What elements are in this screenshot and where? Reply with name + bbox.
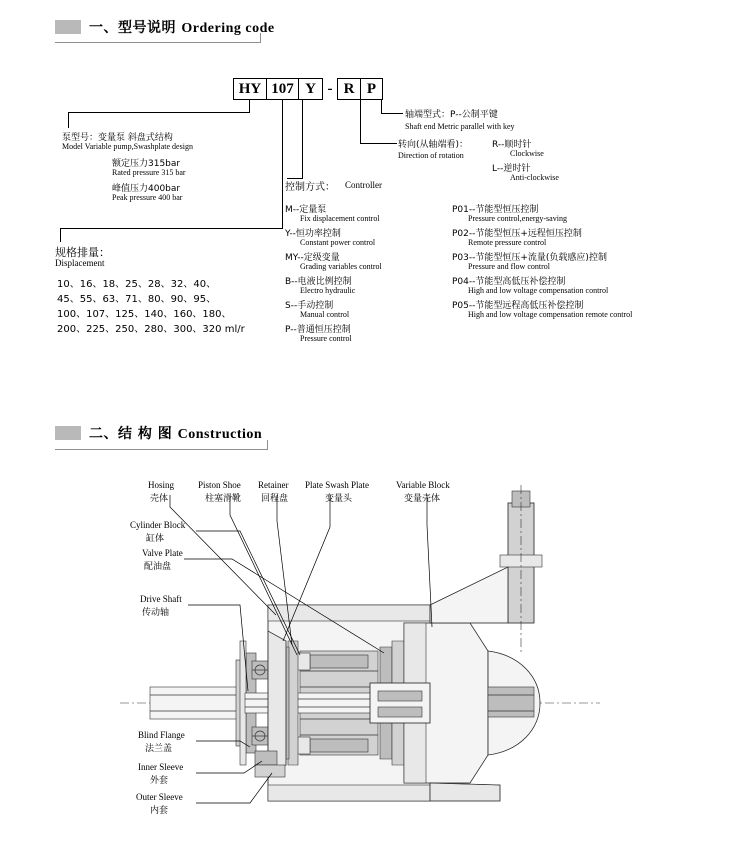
controller-item-2-cn: MY--定级变量 bbox=[285, 253, 340, 263]
label-cylinder-block-cn: 缸体 bbox=[146, 534, 165, 544]
displacement-values-0: 10、16、18、25、28、32、40、 bbox=[57, 279, 217, 290]
label-piston-shoe-cn: 柱塞滑靴 bbox=[205, 494, 242, 504]
pump-cross-section-svg bbox=[0, 455, 750, 838]
label-blind-flange-cn: 法兰盖 bbox=[145, 744, 173, 754]
section-title-en: Ordering code bbox=[181, 21, 275, 36]
pressure-control-4-cn: P05--节能型远程高低压补偿控制 bbox=[452, 301, 584, 311]
label-valve-plate-cn: 配油盘 bbox=[144, 562, 172, 572]
controller-title-cn: 控制方式： bbox=[285, 182, 335, 193]
label-hosing-en: Hosing bbox=[148, 480, 175, 490]
code-cell-controller: Y bbox=[299, 78, 323, 100]
pressure-control-2-en: Pressure and flow control bbox=[468, 262, 550, 271]
rotation-item-0-cn: R--顺时针 bbox=[492, 140, 532, 150]
model-line4: Rated pressure 315 bar bbox=[112, 168, 186, 177]
section-bar-icon-2 bbox=[55, 426, 81, 440]
section-index: 一、 bbox=[89, 20, 118, 36]
displacement-values-2: 100、107、125、140、160、180、 bbox=[57, 309, 232, 320]
pressure-control-0-en: Pressure control,energy-saving bbox=[468, 214, 567, 223]
controller-item-3-en: Electro hydraulic bbox=[300, 286, 356, 295]
shaft-end-en: Shaft end Metric parallel with key bbox=[405, 122, 515, 131]
shaft-end-cn: 轴端型式：P--公制平键 bbox=[405, 110, 498, 120]
rotation-item-0-en: Clockwise bbox=[510, 149, 544, 158]
section-title-cn: 型号说明 bbox=[118, 20, 176, 36]
rotation-item-1-cn: L--逆时针 bbox=[492, 164, 531, 174]
controller-item-0-en: Fix displacement control bbox=[300, 214, 380, 223]
pressure-control-2-cn: P03--节能型恒压+流量(负载感应)控制 bbox=[452, 253, 607, 263]
code-cell-shaft-end: P bbox=[361, 78, 383, 100]
label-retainer-cn: 回程盘 bbox=[261, 494, 289, 504]
section-index-2: 二、 bbox=[89, 426, 118, 442]
section-bar-icon bbox=[55, 20, 81, 34]
controller-item-5-en: Pressure control bbox=[300, 334, 352, 343]
controller-item-5-cn: P--普通恒压控制 bbox=[285, 325, 351, 335]
section-title-cn-2: 结 构 图 bbox=[118, 426, 173, 442]
section-underline bbox=[55, 33, 261, 43]
controller-item-3-cn: B--电液比例控制 bbox=[285, 277, 352, 287]
leader-model-drop bbox=[68, 112, 69, 128]
label-outer-sleeve-cn: 内套 bbox=[150, 806, 169, 816]
label-cylinder-block-en: Cylinder Block bbox=[130, 520, 186, 530]
controller-item-2-en: Grading variables control bbox=[300, 262, 382, 271]
model-line1: 泵型号：变量泵 斜盘式结构 bbox=[62, 133, 173, 143]
controller-item-4-cn: S--手动控制 bbox=[285, 301, 334, 311]
displacement-title-cn: 规格排量： bbox=[55, 246, 110, 259]
code-cell-rotation: R bbox=[337, 78, 361, 100]
leader-rotation-horizontal bbox=[360, 143, 397, 144]
label-swash-plate-en: Plate Swash Plate bbox=[305, 480, 369, 490]
controller-item-0-cn: M--定量泵 bbox=[285, 205, 327, 215]
model-line6: Peak pressure 400 bar bbox=[112, 193, 183, 202]
label-drive-shaft-cn: 传动轴 bbox=[142, 608, 170, 618]
pressure-control-1-cn: P02--节能型恒压+远程恒压控制 bbox=[452, 229, 582, 239]
controller-item-1-en: Constant power control bbox=[300, 238, 376, 247]
leader-rotation-vertical bbox=[360, 100, 361, 143]
label-blind-flange-en: Blind Flange bbox=[138, 730, 185, 740]
label-drive-shaft-en: Drive Shaft bbox=[140, 594, 182, 604]
pressure-control-0-cn: P01--节能型恒压控制 bbox=[452, 205, 539, 215]
ordering-code-boxes bbox=[233, 78, 383, 100]
leader-model-vertical bbox=[249, 100, 250, 112]
leader-displacement-drop bbox=[60, 228, 61, 242]
leader-shaft-vertical bbox=[381, 100, 382, 113]
label-outer-sleeve-en: Outer Sleeve bbox=[136, 792, 183, 802]
label-retainer-en: Retainer bbox=[258, 480, 289, 490]
leader-displacement-horizontal bbox=[60, 228, 283, 229]
model-line2: Model Variable pump,Swashplate design bbox=[62, 142, 193, 151]
label-piston-shoe-en: Piston Shoe bbox=[198, 480, 241, 490]
leader-model-horizontal bbox=[68, 112, 250, 113]
label-variable-block-en: Variable Block bbox=[396, 480, 450, 490]
section-title-en-2: Construction bbox=[177, 427, 263, 442]
displacement-values-1: 45、55、63、71、80、90、95、 bbox=[57, 294, 217, 305]
leader-shaft-horizontal bbox=[381, 113, 403, 114]
leader-displacement-vertical bbox=[282, 100, 283, 228]
pressure-control-4-en: High and low voltage compensation remote control bbox=[468, 310, 633, 319]
pressure-control-1-en: Remote pressure control bbox=[468, 238, 547, 247]
model-line5: 峰值压力400bar bbox=[112, 184, 181, 194]
controller-item-4-en: Manual control bbox=[300, 310, 350, 319]
displacement-title-en: Displacement bbox=[55, 258, 105, 268]
rotation-item-1-en: Anti-clockwise bbox=[510, 173, 559, 182]
label-swash-plate-cn: 变量头 bbox=[325, 494, 353, 504]
code-cell-displacement: 107 bbox=[267, 78, 299, 100]
leader-controller-vertical bbox=[302, 100, 303, 178]
displacement-values-3: 200、225、250、280、300、320 ml/r bbox=[57, 324, 245, 335]
section-underline-2 bbox=[55, 440, 268, 450]
label-inner-sleeve-cn: 外套 bbox=[150, 776, 169, 786]
controller-title-en: Controller bbox=[345, 180, 382, 190]
pressure-control-3-cn: P04--节能型高低压补偿控制 bbox=[452, 277, 566, 287]
pressure-control-3-en: High and low voltage compensation control bbox=[468, 286, 609, 295]
rotation-title-cn: 转向(从轴端看)： bbox=[398, 140, 469, 150]
construction-drawing bbox=[0, 455, 750, 838]
label-inner-sleeve-en: Inner Sleeve bbox=[138, 762, 184, 772]
label-variable-block-cn: 变量壳体 bbox=[404, 494, 441, 504]
controller-item-1-cn: Y--恒功率控制 bbox=[285, 229, 341, 239]
code-dash: - bbox=[327, 80, 333, 97]
model-line3: 额定压力315bar bbox=[112, 159, 181, 169]
code-cell-model: HY bbox=[233, 78, 267, 100]
label-valve-plate-en: Valve Plate bbox=[142, 548, 183, 558]
label-hosing-cn: 壳体 bbox=[150, 494, 169, 504]
rotation-title-en: Direction of rotation bbox=[398, 151, 464, 160]
